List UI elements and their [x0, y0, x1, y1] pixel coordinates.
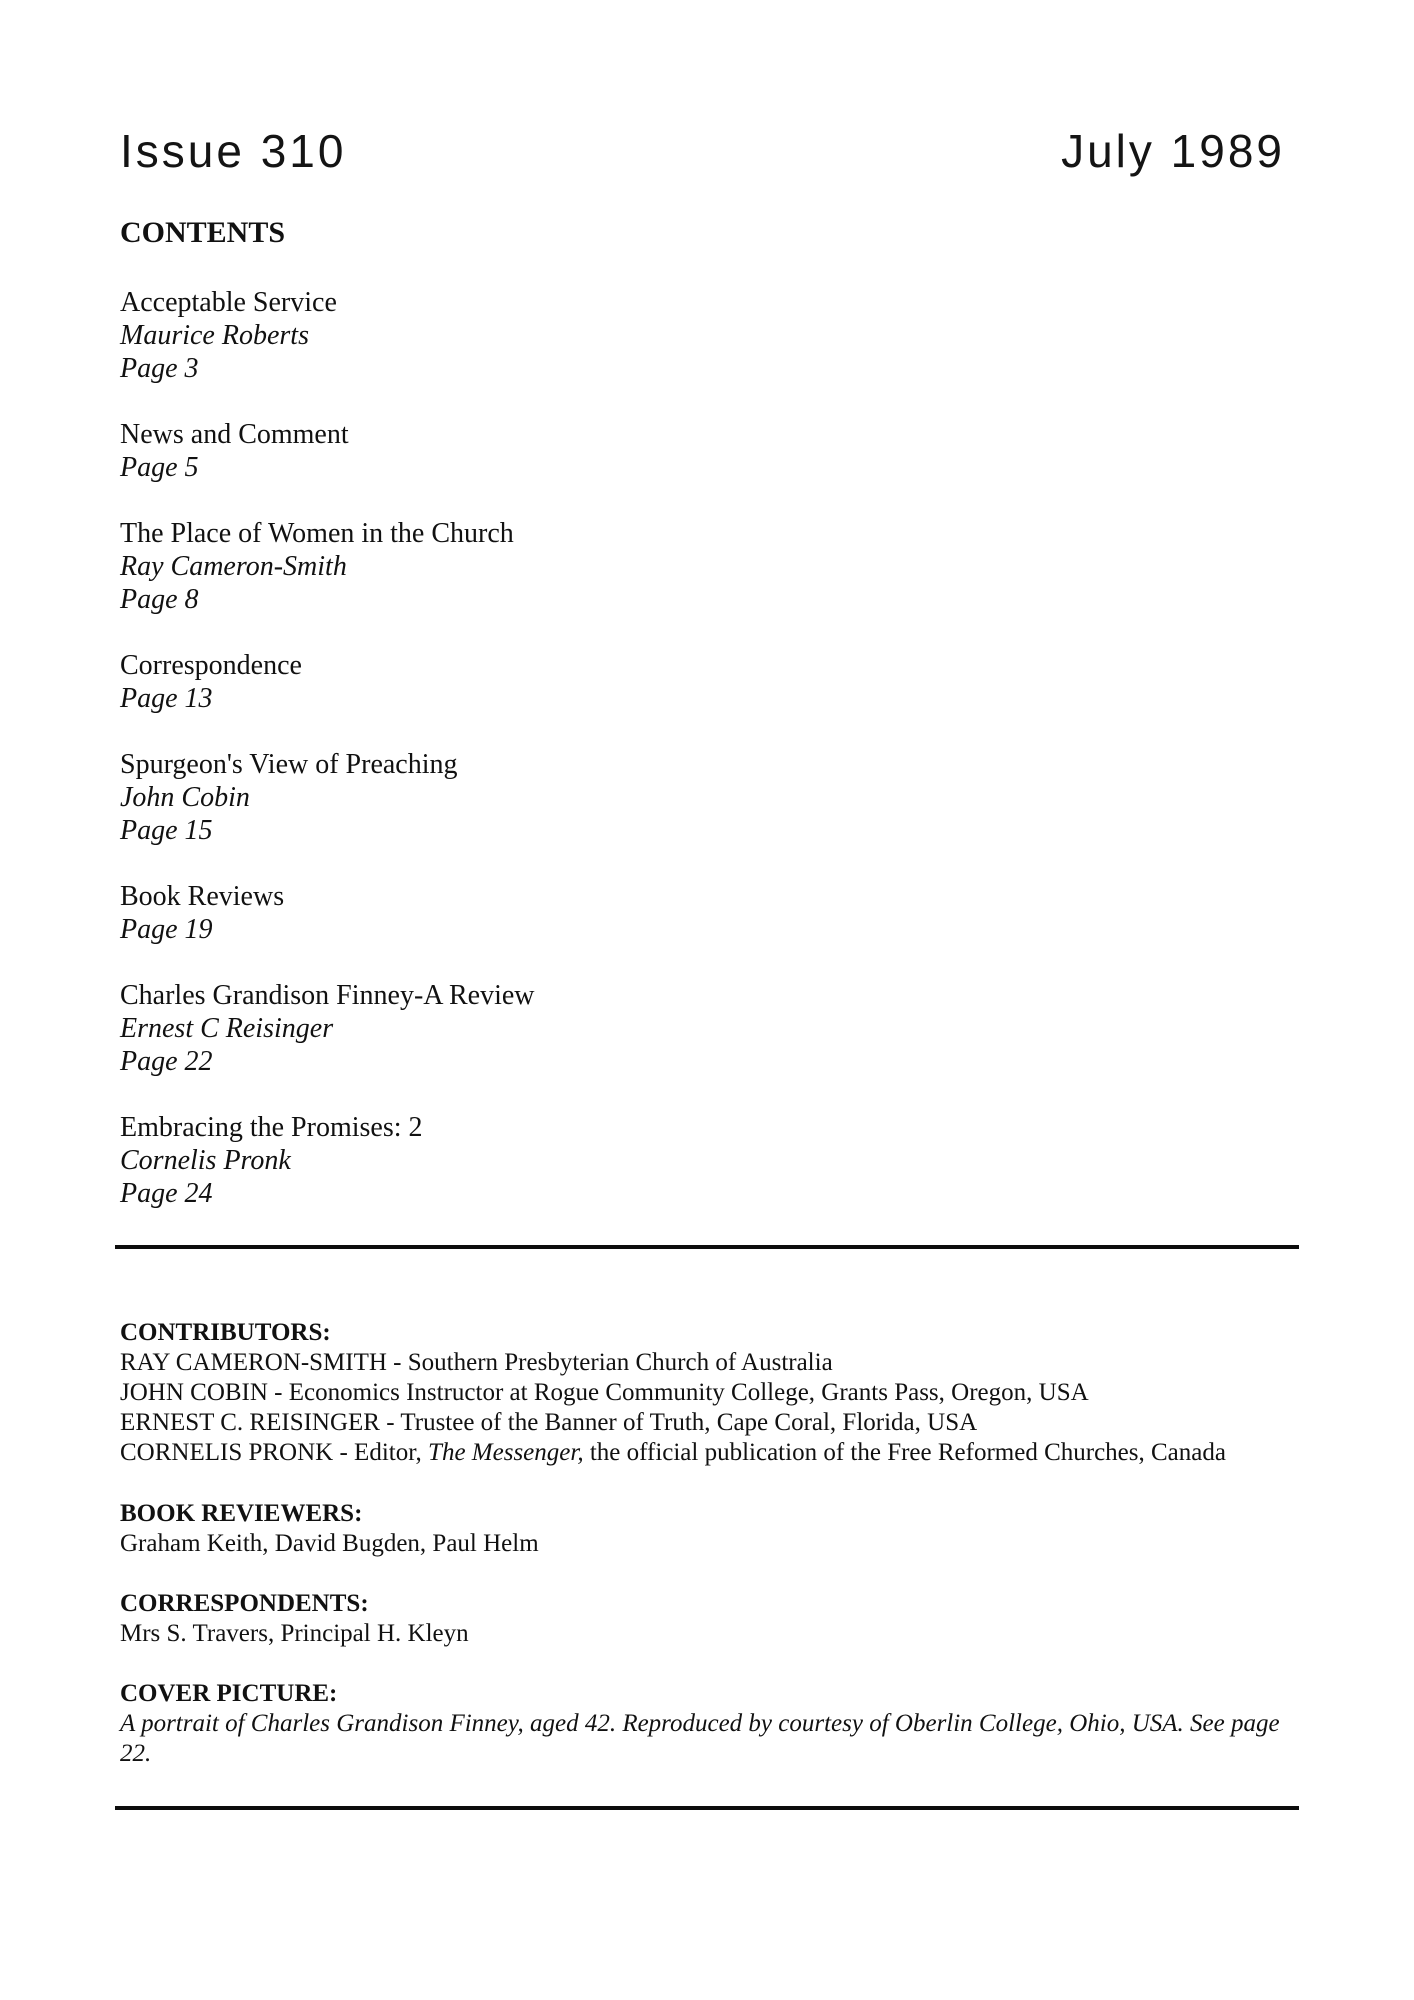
toc-author: Cornelis Pronk	[120, 1145, 291, 1176]
toc-author: Maurice Roberts	[120, 320, 309, 351]
contents-heading: CONTENTS	[120, 216, 286, 249]
correspondents-heading: CORRESPONDENTS:	[120, 1589, 369, 1617]
book-reviewers-names: Graham Keith, David Bugden, Paul Helm	[120, 1529, 539, 1557]
correspondents-block	[120, 1589, 1290, 1649]
toc-page: Page 8	[120, 584, 199, 615]
contributor-line: JOHN COBIN - Economics Instructor at Rogue Community College, Grants Pass, Oregon, USA	[120, 1379, 1089, 1407]
toc-author: Ray Cameron-Smith	[120, 551, 347, 582]
divider-rule	[115, 1245, 1299, 1249]
toc-title: Charles Grandison Finney-A Review	[120, 980, 535, 1011]
toc-entry	[120, 979, 1020, 1078]
table-of-contents	[120, 286, 1020, 1210]
toc-entry	[120, 748, 1020, 847]
toc-title: Embracing the Promises: 2	[120, 1112, 423, 1143]
cover-picture-heading: COVER PICTURE:	[120, 1680, 338, 1708]
toc-entry	[120, 517, 1020, 616]
cover-picture-caption: A portrait of Charles Grandison Finney, aged 42. Reproduced by courtesy of Oberlin College, Ohio, USA. See page 22.	[120, 1710, 1280, 1768]
toc-page: Page 22	[120, 1046, 213, 1077]
contributor-line: ERNEST C. REISINGER - Trustee of the Banner of Truth, Cape Coral, Florida, USA	[120, 1409, 978, 1437]
toc-entry	[120, 418, 1020, 484]
contributors-heading: CONTRIBUTORS:	[120, 1319, 331, 1346]
toc-entry	[120, 880, 1020, 946]
correspondents-names: Mrs S. Travers, Principal H. Kleyn	[120, 1619, 469, 1647]
toc-author: Ernest C Reisinger	[120, 1013, 334, 1044]
contributor-line	[120, 1438, 1290, 1468]
issue-number: Issue 310	[120, 125, 347, 177]
toc-entry	[120, 1111, 1020, 1210]
toc-entry	[120, 286, 1020, 385]
toc-page: Page 24	[120, 1178, 213, 1209]
toc-page: Page 19	[120, 914, 213, 945]
toc-author: John Cobin	[120, 782, 250, 813]
toc-entry	[120, 649, 1020, 715]
toc-title: Spurgeon's View of Preaching	[120, 749, 458, 780]
page-header	[120, 125, 1285, 177]
divider-rule	[115, 1806, 1299, 1810]
toc-page: Page 5	[120, 452, 199, 483]
toc-title: News and Comment	[120, 419, 349, 450]
publication-title: The Messenger,	[428, 1439, 584, 1467]
book-reviewers-block	[120, 1499, 1290, 1559]
contributors-block	[120, 1318, 1290, 1468]
contributor-line-end: the official publication of the Free Reformed Churches, Canada	[583, 1439, 1226, 1467]
contributor-line-start: CORNELIS PRONK - Editor,	[120, 1439, 429, 1467]
toc-page: Page 3	[120, 353, 199, 384]
book-reviewers-heading: BOOK REVIEWERS:	[120, 1499, 363, 1527]
cover-picture-block	[120, 1679, 1290, 1769]
issue-date: July 1989	[1061, 125, 1285, 177]
toc-title: Correspondence	[120, 650, 302, 681]
toc-title: Book Reviews	[120, 881, 285, 912]
contributor-line: RAY CAMERON-SMITH - Southern Presbyterian Church of Australia	[120, 1349, 833, 1377]
toc-page: Page 13	[120, 683, 213, 714]
toc-title: Acceptable Service	[120, 287, 337, 318]
toc-title: The Place of Women in the Church	[120, 518, 514, 549]
credits-section	[120, 1318, 1290, 1769]
toc-page: Page 15	[120, 815, 213, 846]
